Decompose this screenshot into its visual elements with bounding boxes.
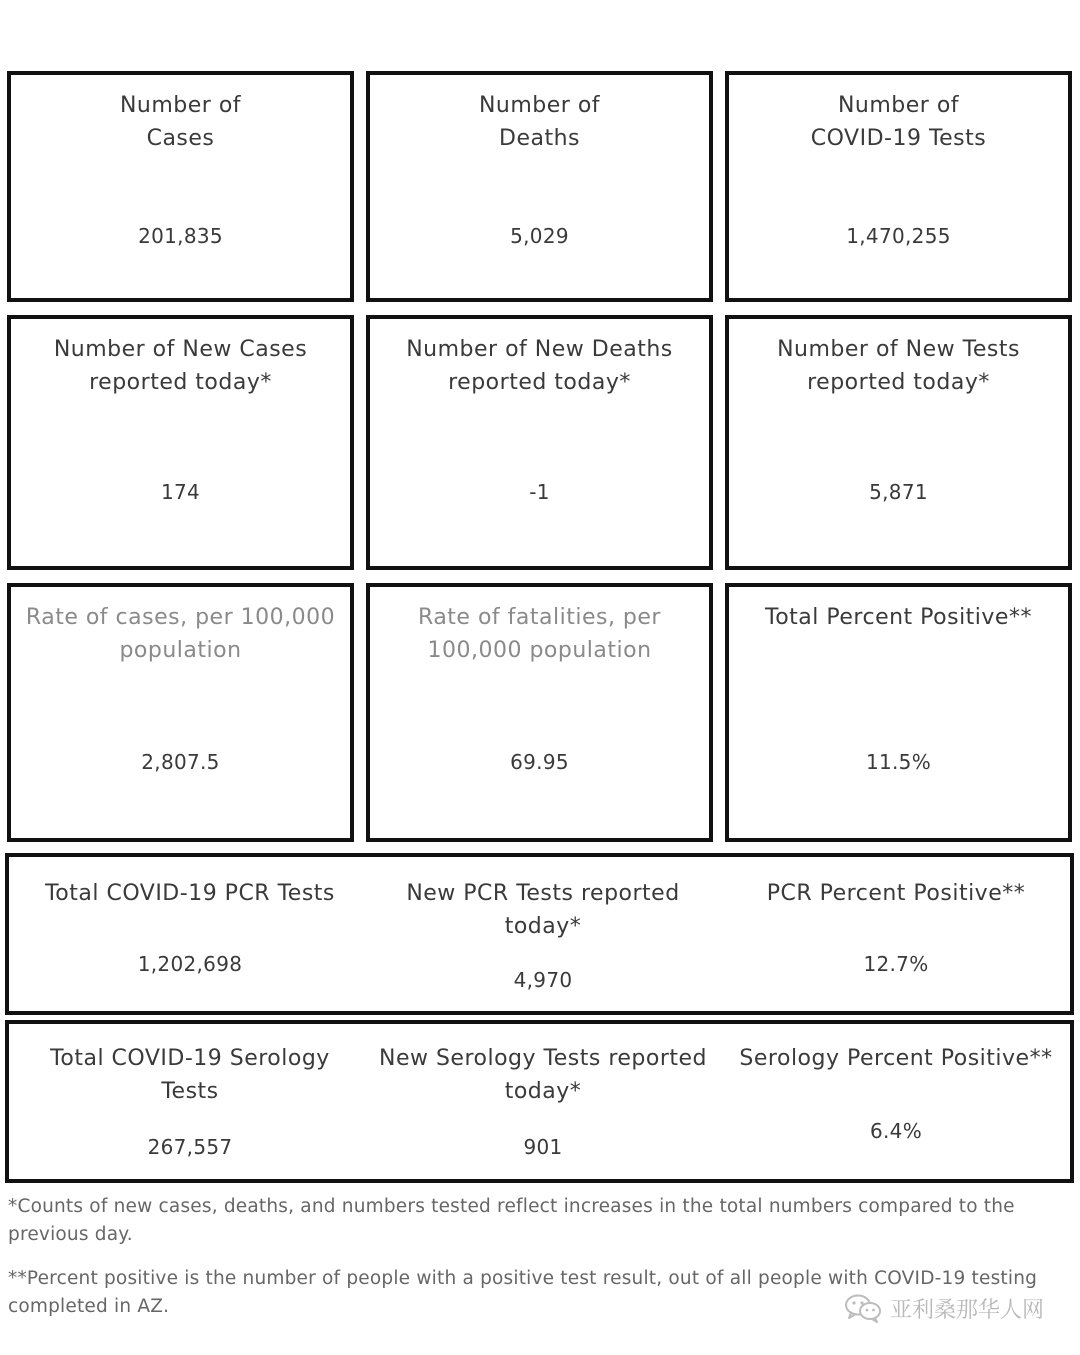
tile-total-percent-positive: [725, 583, 1072, 842]
tile-label: Number of Deaths: [478, 93, 601, 151]
tile-value: 2,807.5: [141, 750, 220, 774]
tile-value: 1,470,255: [846, 224, 951, 248]
tile-label: Total Percent Positive**: [765, 605, 1032, 630]
serology-percent-column: [721, 1024, 1071, 1179]
tile-value: 11.5%: [865, 750, 932, 774]
tile-label: Rate of fatalities, per 100,000 population: [418, 605, 661, 663]
tile-label: Number of New Deaths reported today*: [406, 337, 673, 395]
serology-percent-label: Serology Percent Positive**: [739, 1046, 1053, 1071]
tile-value: 69.95: [510, 750, 569, 774]
tile-value: -1: [529, 480, 550, 504]
tile-new-deaths: [366, 315, 713, 570]
tile-label: Rate of cases, per 100,000 population: [25, 605, 336, 663]
tile-value: 201,835: [138, 224, 223, 248]
serology-percent-value: 6.4%: [869, 1119, 922, 1143]
serology-total-column: [9, 1024, 371, 1179]
tile-label: Number of COVID-19 Tests: [810, 93, 987, 151]
pcr-percent-label: PCR Percent Positive**: [766, 881, 1026, 906]
pcr-new-column: [365, 857, 721, 1011]
pcr-percent-value: 12.7%: [863, 952, 929, 976]
tile-number-of-cases: [7, 71, 354, 302]
tile-value: 5,029: [510, 224, 569, 248]
serology-total-label: Total COVID-19 Serology Tests: [50, 1046, 330, 1104]
tile-new-cases: [7, 315, 354, 570]
pcr-percent-column: [721, 857, 1071, 1011]
tile-value: 5,871: [869, 480, 928, 504]
tile-fatality-rate: [366, 583, 713, 842]
pcr-total-column: [9, 857, 371, 1011]
pcr-new-value: 4,970: [513, 968, 573, 992]
wechat-icon: [844, 1293, 882, 1323]
tile-label: Number of Cases: [119, 93, 242, 151]
tile-number-of-tests: [725, 71, 1072, 302]
tile-new-tests: [725, 315, 1072, 570]
tile-value: 174: [160, 480, 201, 504]
pcr-tests-panel: [5, 853, 1074, 1015]
pcr-total-value: 1,202,698: [137, 952, 243, 976]
serology-tests-panel: [5, 1020, 1074, 1183]
serology-total-value: 267,557: [147, 1135, 233, 1159]
pcr-total-label: Total COVID-19 PCR Tests: [45, 881, 335, 906]
footnote-counts: *Counts of new cases, deaths, and numbers tested reflect increases in the total numbers compared to the previous day.: [8, 1196, 1015, 1245]
tile-label: Number of New Tests reported today*: [777, 337, 1020, 395]
tile-case-rate: [7, 583, 354, 842]
serology-new-label: New Serology Tests reported today*: [378, 1046, 708, 1104]
serology-new-column: [365, 1024, 721, 1179]
footnote-percent-positive: **Percent positive is the number of people with a positive test result, out of all people with COVID-19 testing completed in AZ.: [8, 1268, 1038, 1317]
serology-new-value: 901: [523, 1135, 563, 1159]
watermark: [844, 1290, 1044, 1326]
pcr-new-label: New PCR Tests reported today*: [406, 881, 680, 939]
watermark-text: 亚利桑那华人网: [889, 1297, 1044, 1323]
tile-label: Number of New Cases reported today*: [53, 337, 308, 395]
tile-number-of-deaths: [366, 71, 713, 302]
